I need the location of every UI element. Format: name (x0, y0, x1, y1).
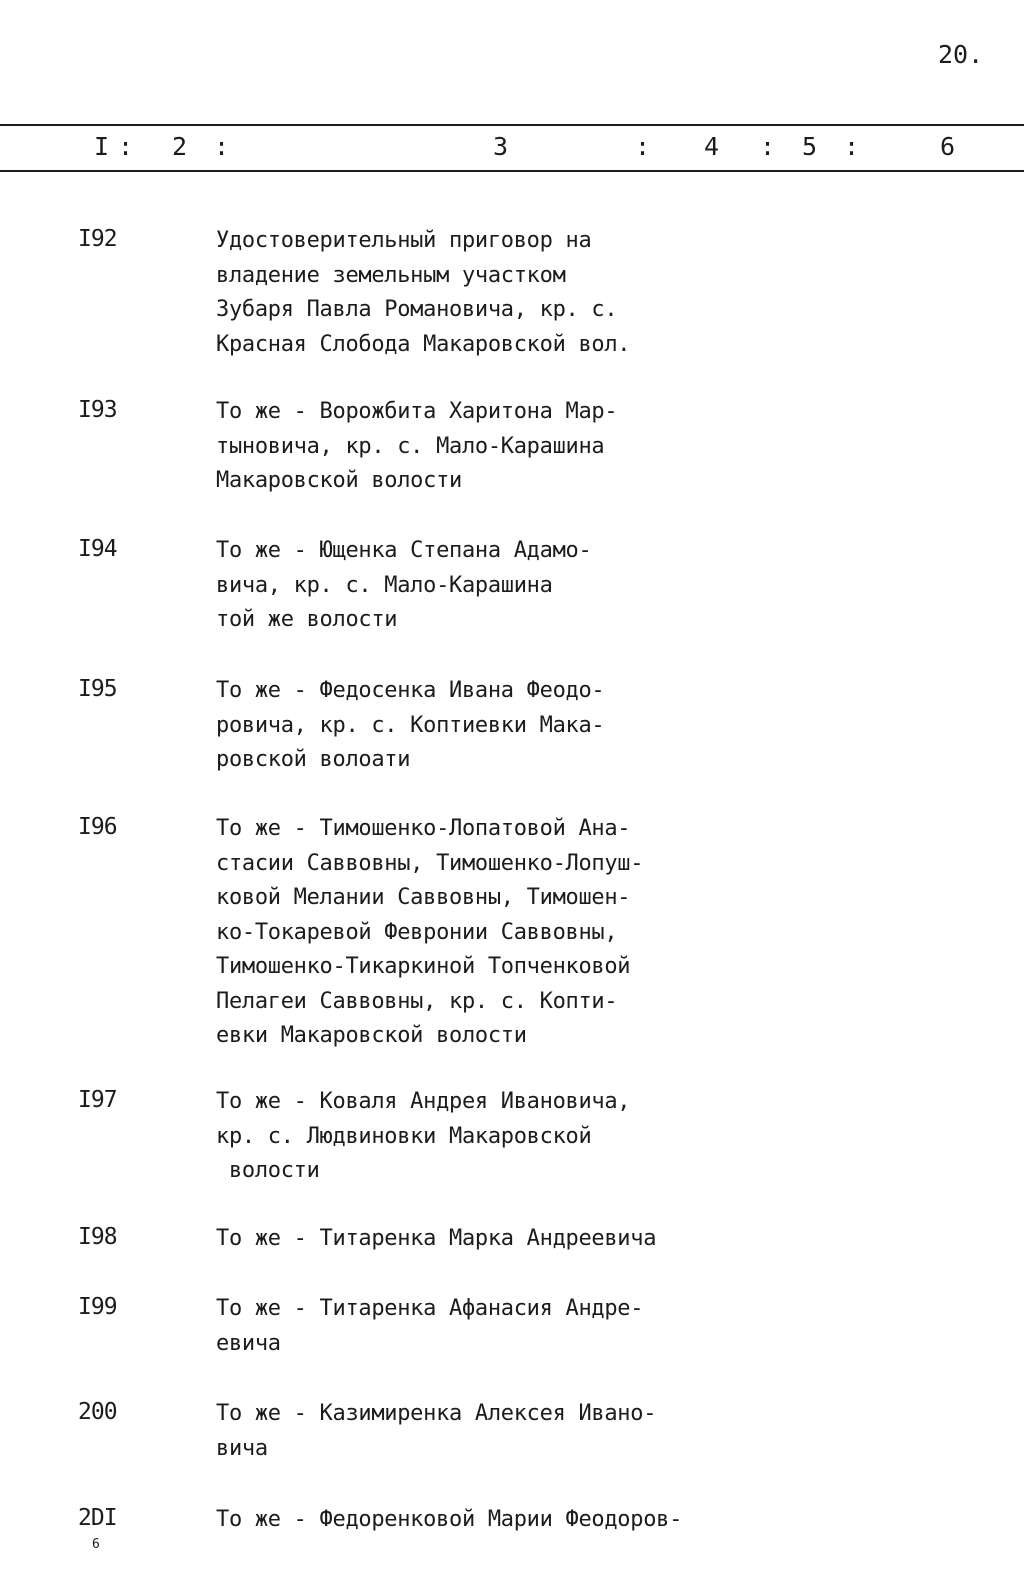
column-separator: : (118, 132, 134, 161)
header-rule-top (0, 124, 1024, 126)
column-2-label: 2 (172, 132, 188, 161)
entry-description: То же - Титаренка Афанасия Андре- евича (216, 1296, 644, 1356)
entry-description: То же - Ющенка Степана Адамо- вича, кр. с. Мало-Карашина той же волости (216, 538, 592, 632)
entry-number: I97 (78, 1087, 117, 1113)
entry-description: Удостоверительный приговор на владение земельным участком Зубаря Павла Романовича, кр. с. Красная Слобода Макаровской вол. (216, 228, 631, 357)
entry-number: I94 (78, 536, 117, 562)
entry-number: I99 (78, 1294, 117, 1320)
entry-number: I92 (78, 226, 117, 252)
column-1-label: I (94, 132, 110, 161)
column-6-label: 6 (940, 132, 956, 161)
column-separator: : (635, 132, 651, 161)
entry-description: То же - Титаренка Марка Андреевича (216, 1226, 657, 1251)
entry-number: I98 (78, 1224, 117, 1250)
entry-description: То же - Коваля Андрея Ивановича, кр. с. Людвиновки Макаровской волости (216, 1089, 631, 1183)
page-number: 20. (938, 40, 984, 69)
entry-number: I96 (78, 814, 117, 840)
column-5-label: 5 (802, 132, 818, 161)
entry-description: То же - Казимиренка Алексея Ивано- вича (216, 1401, 657, 1461)
entry-description: То же - Ворожбита Харитона Мар- тыновича, кр. с. Мало-Карашина Макаровской волости (216, 399, 618, 493)
entry-number: I95 (78, 676, 117, 702)
column-separator: : (760, 132, 776, 161)
column-separator: : (844, 132, 860, 161)
entry-number: I93 (78, 397, 117, 423)
column-separator: : (214, 132, 230, 161)
entry-description: То же - Тимошенко-Лопатовой Ана- стасии Саввовны, Тимошенко-Лопуш- ковой Мелании Саввовны, Тимошен- ко-Токаревой Февронии Саввовны, Тимошенко-Тикаркиной Топченковой Пелагеи Саввовны, кр. с. Копти- евки Макаровской волости (216, 816, 644, 1048)
entry-number: 2DI (78, 1505, 117, 1531)
entry-number: 200 (78, 1399, 117, 1425)
entry-description: То же - Федоренковой Марии Феодоров- (216, 1507, 683, 1532)
column-3-label: 3 (493, 132, 509, 161)
column-4-label: 4 (704, 132, 720, 161)
bottom-mark: 6 (92, 1537, 100, 1552)
header-rule-bottom (0, 170, 1024, 172)
entry-description: То же - Федосенка Ивана Феодо- ровича, кр. с. Коптиевки Мака- ровской волоати (216, 678, 605, 772)
